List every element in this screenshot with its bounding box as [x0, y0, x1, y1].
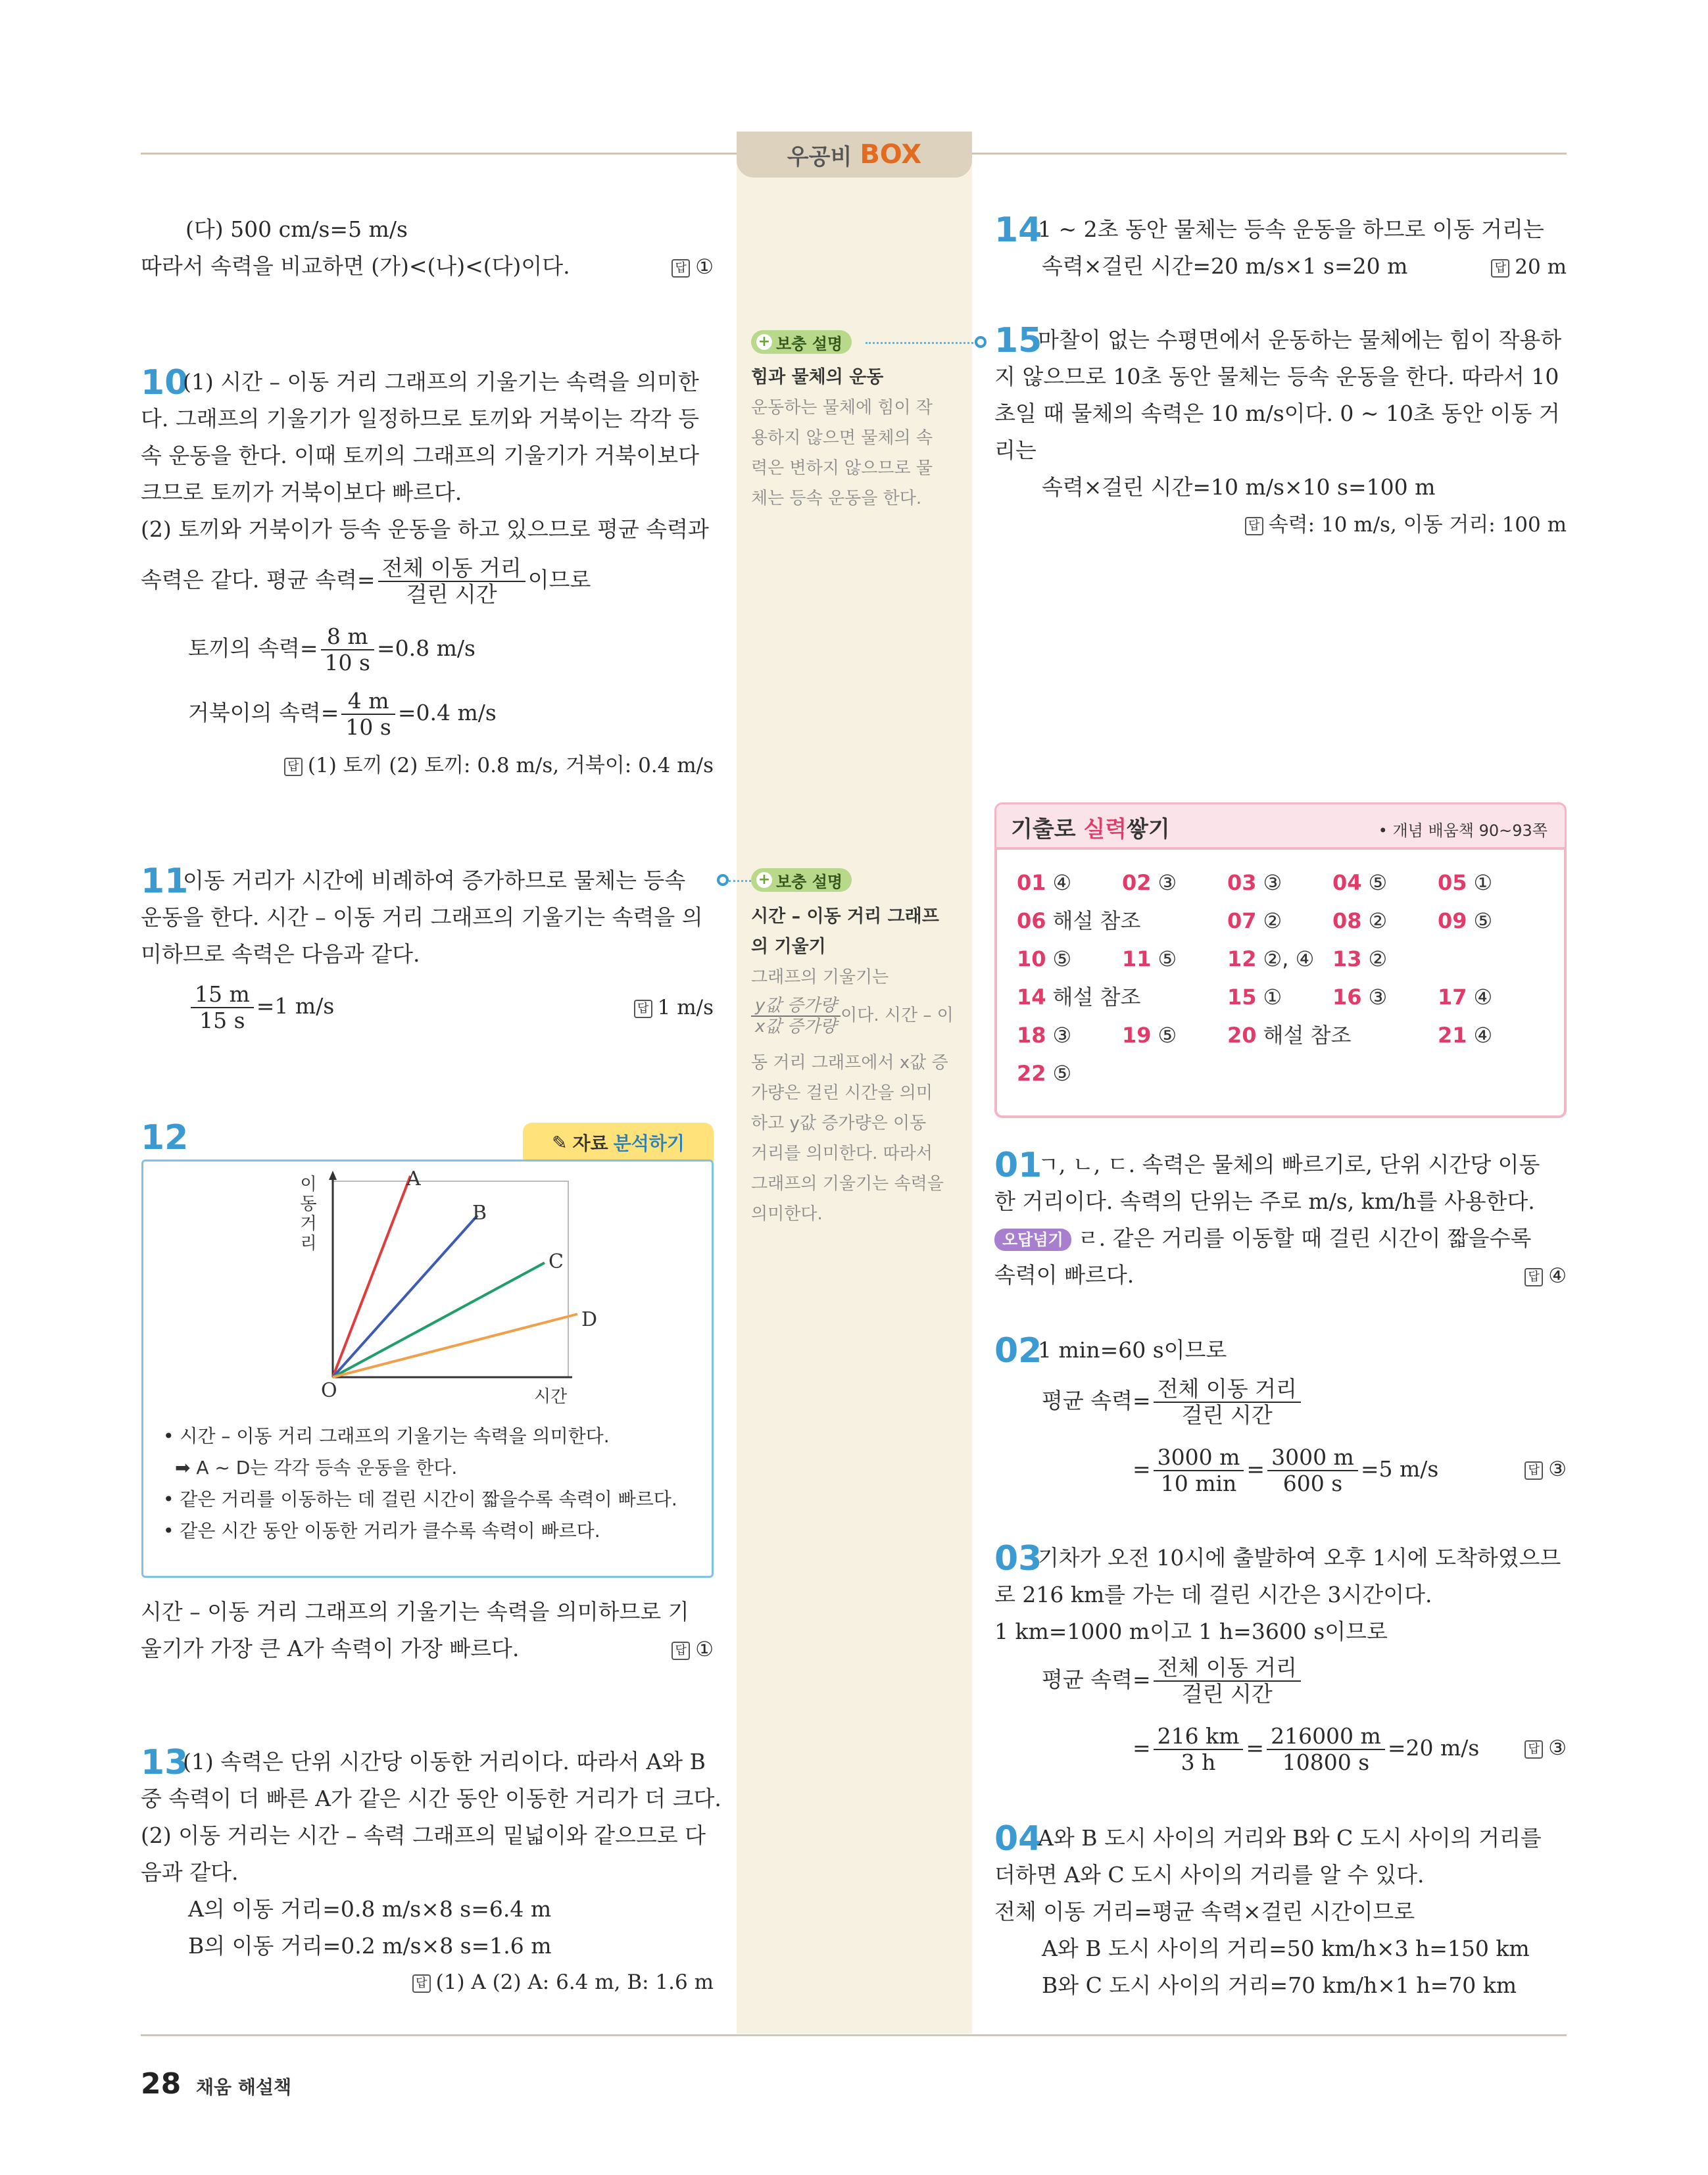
q01-number: 01: [994, 1146, 1042, 1185]
q14-answer: 답 20 m: [1491, 254, 1567, 280]
graph-line-label-a: A: [406, 1167, 421, 1190]
q15-line-2: 지 않으므로 10초 동안 물체는 등속 운동을 한다. 따라서 10: [994, 364, 1559, 389]
q01-line-4: 속력이 빠르다.: [994, 1262, 1135, 1288]
q11-answer: 답 1 m/s: [634, 994, 714, 1021]
note2-connector-dot-icon: [717, 874, 729, 886]
answer-cell: 21 ④: [1438, 1023, 1493, 1048]
q13-line-4: 음과 같다.: [141, 1859, 239, 1885]
q13-line-1: (1) 속력은 단위 시간당 이동한 거리이다. 따라서 A와 B: [183, 1749, 706, 1774]
q9-line-1: (다) 500 cm/s=5 m/s: [185, 216, 408, 242]
q15-line-1: 마찰이 없는 수평면에서 운동하는 물체에는 힘이 작용하: [1038, 327, 1562, 353]
box-tab-title: BOX: [860, 139, 922, 170]
q03-line-2: 로 216 km를 가는 데 걸린 시간은 3시간이다.: [994, 1582, 1432, 1607]
q02-avg-formula: 평균 속력= $\frac{\text{전체 이동 거리}}{\text{걸린 시간}}$: [1042, 1373, 1304, 1429]
note1-line-3: 력은 변하지 않으므로 물: [751, 458, 933, 478]
answer-cell: 17 ④: [1438, 985, 1493, 1010]
q13-line-6: B의 이동 거리=0.2 m/s×8 s=1.6 m: [188, 1933, 552, 1959]
note2-line-7: 의미한다.: [751, 1204, 823, 1224]
answer-box-reference: • 개념 배움책 90~93쪽: [1378, 821, 1548, 840]
q15-line-3: 초일 때 물체의 속력은 10 m/s이다. 0 ~ 10초 동안 이동 거: [994, 401, 1560, 426]
q13-line-3: (2) 이동 거리는 시간 – 속력 그래프의 밑넓이와 같으므로 다: [141, 1822, 706, 1848]
q10-answer: 답 (1) 토끼 (2) 토끼: 0.8 m/s, 거북이: 0.4 m/s: [284, 752, 714, 779]
q04-line-5: B와 C 도시 사이의 거리=70 km/h×1 h=70 km: [1042, 1972, 1517, 1998]
q10-line-1: (1) 시간 – 이동 거리 그래프의 기울기는 속력을 의미한: [183, 369, 699, 395]
q04-number: 04: [994, 1819, 1042, 1859]
distance-time-graph: [143, 1161, 712, 1418]
q04-line-4: A와 B 도시 사이의 거리=50 km/h×3 h=150 km: [1042, 1936, 1530, 1961]
q10-line-5: (2) 토끼와 거북이가 등속 운동을 하고 있으므로 평균 속력과: [141, 516, 709, 542]
answer-cell: 08 ②: [1332, 908, 1388, 933]
note1-connector-dot-icon: [975, 336, 987, 348]
q14-number: 14: [994, 210, 1042, 250]
answer-box-grid: [994, 847, 1567, 1118]
answer-cell: 11 ⑤: [1122, 946, 1177, 971]
note2-line-6: 그래프의 기울기는 속력을: [751, 1174, 944, 1194]
box-tab: [737, 132, 972, 178]
q11-line-1: 이동 거리가 시간에 비례하여 증가하므로 물체는 등속: [183, 868, 686, 893]
q03-number: 03: [994, 1539, 1042, 1578]
q01-line-1: ㄱ, ㄴ, ㄷ. 속력은 물체의 빠르기로, 단위 시간당 이동: [1038, 1152, 1540, 1177]
q10-line-4: 크므로 토끼가 거북이보다 빠르다.: [141, 479, 462, 505]
answer-mark-icon: 답: [1525, 1740, 1543, 1759]
answer-cell: 15 ①: [1227, 985, 1282, 1010]
answer-cell: 09 ⑤: [1438, 908, 1493, 933]
note1-badge: + 보충 설명: [751, 330, 852, 354]
note2-title-line-2: 의 기울기: [751, 937, 826, 957]
q03-answer: 답 ③: [1525, 1735, 1567, 1761]
q03-avg-formula: 평균 속력= $\frac{\text{전체 이동 거리}}{\text{걸린 시간}}$: [1042, 1652, 1304, 1707]
q01-line-3: 오답넘기 ㄹ. 같은 거리를 이동할 때 걸린 시간이 짧을수록: [994, 1223, 1531, 1254]
answer-cell: 16 ③: [1332, 985, 1388, 1010]
note2-line-4: 하고 y값 증가량은 이동: [751, 1113, 927, 1133]
q15-answer: 답 속력: 10 m/s, 이동 거리: 100 m: [1245, 512, 1567, 538]
q03-calc: = $\frac{216 km}{3 h}$ = $\frac{216000 m}{10800 s}$ =20 m/s: [1133, 1723, 1480, 1775]
answer-cell: 03 ③: [1227, 870, 1282, 895]
q15-line-5: 속력×걸린 시간=10 m/s×10 s=100 m: [1042, 474, 1436, 500]
q04-line-2: 더하면 A와 C 도시 사이의 거리를 알 수 있다.: [994, 1862, 1425, 1888]
answer-cell: 18 ③: [1017, 1023, 1072, 1048]
graph-line-d: [333, 1314, 577, 1377]
graph-line-label-c: C: [549, 1250, 564, 1273]
q10-number: 10: [141, 363, 189, 403]
q01-answer: 답 ④: [1525, 1263, 1567, 1289]
answer-mark-icon: 답: [634, 1000, 652, 1018]
q11-number: 11: [141, 862, 189, 901]
q12-bullet-3: • 같은 거리를 이동하는 데 걸린 시간이 짧을수록 속력이 빠르다.: [163, 1488, 677, 1510]
q13-number: 13: [141, 1743, 189, 1782]
q10-line-3: 속 운동을 한다. 이때 토끼의 그래프의 기울기가 거북이보다: [141, 443, 699, 468]
answer-mark-icon: 답: [1491, 259, 1509, 278]
q9-answer: 답 ①: [671, 254, 714, 280]
q10-avg-formula: 속력은 같다. 평균 속력= $\frac{\text{전체 이동 거리}}{\text{걸린 시간}}$ 이므로: [141, 555, 591, 607]
note2-line-1: 그래프의 기울기는: [751, 967, 889, 987]
graph-origin-label: O: [321, 1379, 337, 1402]
plus-icon: +: [756, 872, 772, 888]
note1-line-4: 체는 등속 운동을 한다.: [751, 489, 922, 508]
y-axis-arrow-icon: [329, 1171, 337, 1180]
answer-cell: 02 ③: [1122, 870, 1177, 895]
q13-line-5: A의 이동 거리=0.8 m/s×8 s=6.4 m: [188, 1896, 552, 1922]
answer-cell: 07 ②: [1227, 908, 1282, 933]
note2-line-2: 동 거리 그래프에서 x값 증: [751, 1053, 948, 1073]
q12-line-1: 시간 – 이동 거리 그래프의 기울기는 속력을 의미하므로 기: [141, 1599, 689, 1625]
answer-cell: 14 해설 참조: [1017, 985, 1141, 1010]
q01-line-2: 한 거리이다. 속력의 단위는 주로 m/s, km/h를 사용한다.: [994, 1188, 1535, 1214]
answer-cell: 04 ⑤: [1332, 870, 1388, 895]
q11-speed-formula: $\frac{15 m}{15 s}$ =1 m/s: [188, 979, 334, 1034]
note2-fraction-line: $\frac{\text{y값 증가량}}{\text{x값 증가량}}$ 이다. 시간 – 이: [751, 994, 954, 1037]
answer-mark-icon: 답: [1245, 517, 1263, 535]
q14-line-2: 속력×걸린 시간=20 m/s×1 s=20 m: [1042, 253, 1408, 279]
answer-mark-icon: 답: [1525, 1268, 1543, 1286]
q13-answer: 답 (1) A (2) A: 6.4 m, B: 1.6 m: [412, 1969, 714, 1995]
answer-mark-icon: 답: [671, 259, 690, 278]
paperclip-icon: ✎: [552, 1131, 568, 1154]
plus-icon: +: [756, 334, 772, 350]
q12-graph-box: [141, 1160, 714, 1578]
data-analysis-tag: ✎ 자료 분석하기: [523, 1123, 714, 1162]
wrong-answer-badge: 오답넘기: [994, 1229, 1071, 1251]
graph-line-label-b: B: [472, 1202, 487, 1225]
page-label: 채움 해설책: [196, 2076, 291, 2098]
q14-line-1: 1 ~ 2초 동안 물체는 등속 운동을 하므로 이동 거리는: [1038, 216, 1544, 242]
note2-line-3: 가량은 걸린 시간을 의미: [751, 1083, 933, 1103]
q11-line-2: 운동을 한다. 시간 – 이동 거리 그래프의 기울기는 속력을 의: [141, 904, 703, 930]
note1-title: 힘과 물체의 운동: [751, 367, 884, 387]
graph-x-label: 시간: [534, 1387, 568, 1407]
q02-line-1: 1 min=60 s이므로: [1038, 1337, 1227, 1363]
answer-mark-icon: 답: [1525, 1461, 1543, 1480]
note2-line-5: 거리를 의미한다. 따라서: [751, 1144, 933, 1163]
q02-calc: = $\frac{3000 m}{10 \min}$ = $\frac{3000 m}{600 s}$ =5 m/s: [1133, 1444, 1439, 1496]
q03-line-3: 1 km=1000 m이고 1 h=3600 s이므로: [994, 1619, 1388, 1644]
answer-cell: 10 ⑤: [1017, 946, 1072, 971]
answer-box-header: [994, 802, 1567, 847]
graph-line-c: [333, 1263, 545, 1377]
q02-answer: 답 ③: [1525, 1456, 1567, 1482]
q04-line-1: A와 B 도시 사이의 거리와 B와 C 도시 사이의 거리를: [1038, 1825, 1542, 1851]
q15-number: 15: [994, 321, 1042, 360]
answer-cell: 12 ②, ④: [1227, 946, 1315, 971]
q04-line-3: 전체 이동 거리=평균 속력×걸린 시간이므로: [994, 1899, 1415, 1924]
bottom-rule: [141, 2034, 1567, 2036]
note2-badge: + 보충 설명: [751, 868, 852, 892]
answer-mark-icon: 답: [671, 1642, 690, 1660]
answer-mark-icon: 답: [284, 758, 303, 776]
answer-cell: 22 ⑤: [1017, 1061, 1072, 1086]
q12-bullet-4: • 같은 시간 동안 이동한 거리가 클수록 속력이 빠르다.: [163, 1520, 600, 1542]
graph-line-b: [333, 1215, 477, 1377]
graph-line-a: [333, 1176, 410, 1377]
answer-box-title: 기출로 실력쌓기: [1011, 816, 1170, 843]
answer-cell: 13 ②: [1332, 946, 1388, 971]
q02-number: 02: [994, 1331, 1042, 1371]
q10-turtle-speed: 거북이의 속력= $\frac{4 m}{10 s}$ =0.4 m/s: [188, 688, 497, 740]
q12-bullet-1: • 시간 – 이동 거리 그래프의 기울기는 속력을 의미한다.: [163, 1425, 610, 1447]
q10-rabbit-speed: 토끼의 속력= $\frac{8 m}{10 s}$ =0.8 m/s: [188, 623, 476, 675]
q10-line-2: 다. 그래프의 기울기가 일정하므로 토끼와 거북이는 각각 등: [141, 406, 699, 431]
q12-answer: 답 ①: [671, 1636, 714, 1663]
q15-line-4: 리는: [994, 437, 1037, 463]
box-tab-prefix: 우공비: [787, 143, 852, 170]
q12-number: 12: [141, 1118, 189, 1158]
answer-cell: 05 ①: [1438, 870, 1493, 895]
graph-y-label: 이동거리: [300, 1175, 317, 1254]
page-number: 28: [141, 2067, 182, 2101]
answer-cell: 06 해설 참조: [1017, 908, 1141, 933]
note1-line-1: 운동하는 물체에 힘이 작: [751, 398, 933, 418]
note1-line-2: 용하지 않으면 물체의 속: [751, 428, 933, 448]
graph-line-label-d: D: [581, 1308, 598, 1331]
q11-line-3: 미하므로 속력은 다음과 같다.: [141, 941, 420, 967]
note1-connector: [866, 342, 977, 344]
q03-line-1: 기차가 오전 10시에 출발하여 오후 1시에 도착하였으므: [1038, 1545, 1561, 1571]
q9-line-2: 따라서 속력을 비교하면 (가)<(나)<(다)이다.: [141, 253, 570, 279]
answer-cell: 19 ⑤: [1122, 1023, 1177, 1048]
answer-cell: 20 해설 참조: [1227, 1023, 1352, 1048]
answer-mark-icon: 답: [412, 1974, 431, 1993]
note2-title-line-1: 시간 – 이동 거리 그래프: [751, 906, 939, 927]
q12-bullet-2: ➡ A ~ D는 각각 등속 운동을 한다.: [175, 1457, 458, 1479]
q12-line-2: 울기가 가장 큰 A가 속력이 가장 빠르다.: [141, 1636, 520, 1661]
answer-cell: 01 ④: [1017, 870, 1072, 895]
q13-line-2: 중 속력이 더 빠른 A가 같은 시간 동안 이동한 거리가 더 크다.: [141, 1786, 721, 1811]
